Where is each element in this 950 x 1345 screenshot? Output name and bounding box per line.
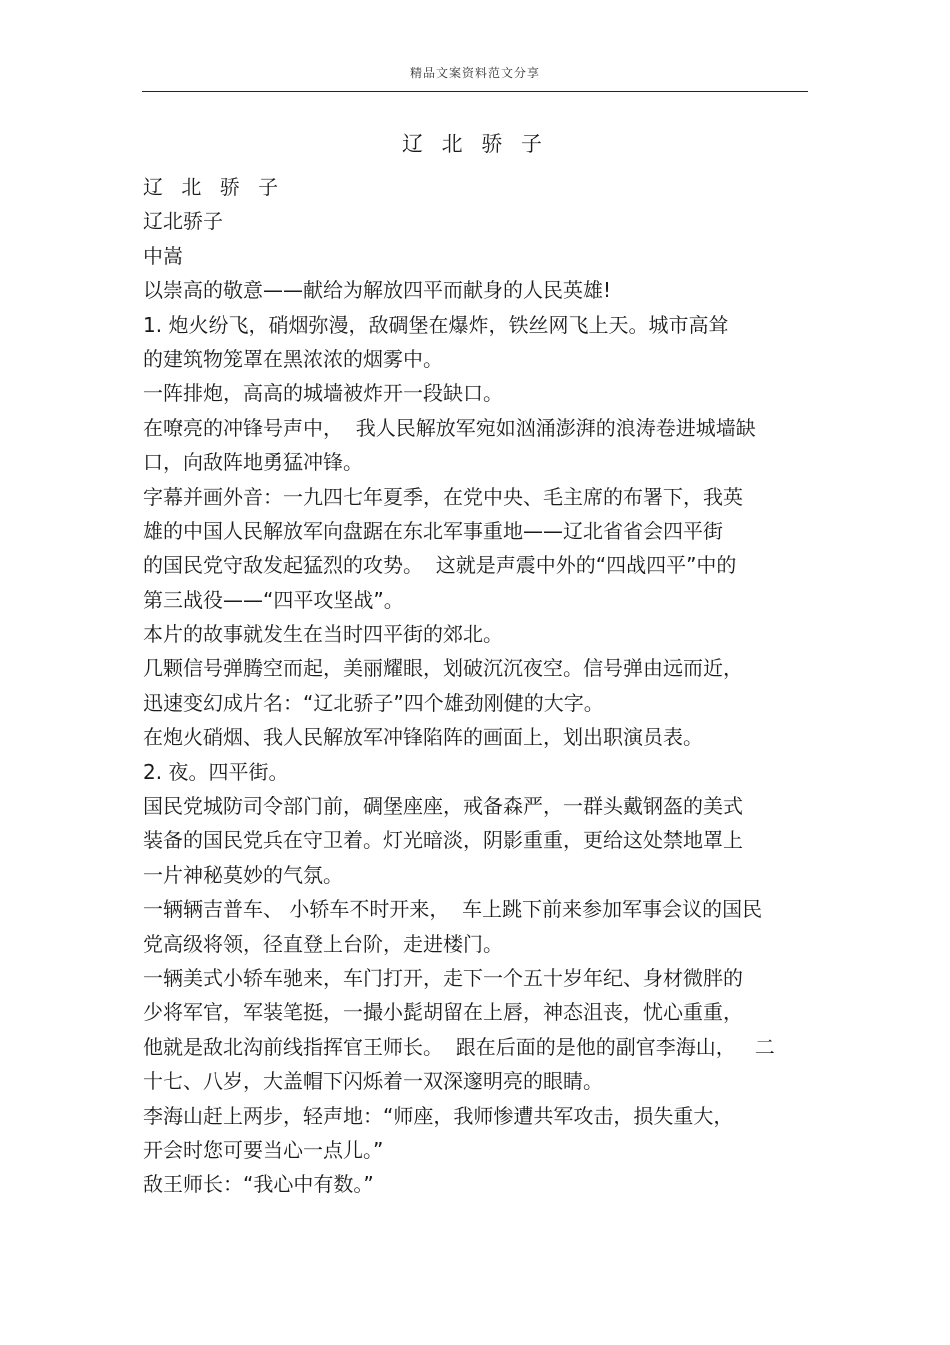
document-title: 辽 北 骄 子 bbox=[401, 132, 549, 156]
text-line: 少将军官，军装笔挺，一撮小髭胡留在上唇，神态沮丧，忧心重重， bbox=[143, 1000, 743, 1025]
text-line: 的建筑物笼罩在黑浓浓的烟雾中。 bbox=[143, 346, 443, 371]
text-line: 中嵩 bbox=[143, 243, 183, 268]
text-line: 以崇高的敬意——献给为解放四平而献身的人民英雄! bbox=[143, 278, 612, 303]
text-line: 在炮火硝烟、我人民解放军冲锋陷阵的画面上，划出职演员表。 bbox=[143, 725, 703, 750]
page-header: 精品文案资料范文分享 bbox=[409, 66, 540, 80]
text-line: 雄的中国人民解放军向盘踞在东北军事重地——辽北省省会四平街 bbox=[143, 518, 723, 543]
header-rule bbox=[142, 91, 808, 92]
text-line: 国民党城防司令部门前，碉堡座座，戒备森严，一群头戴钢盔的美式 bbox=[143, 794, 743, 819]
text-line: 装备的国民党兵在守卫着。灯光暗淡，阴影重重，更给这处禁地罩上 bbox=[143, 828, 743, 853]
text-line: 1. 炮火纷飞，硝烟弥漫，敌碉堡在爆炸，铁丝网飞上天。城市高耸 bbox=[143, 312, 729, 337]
text-line: 本片的故事就发生在当时四平街的郊北。 bbox=[143, 622, 503, 647]
text-line: 李海山赶上两步，轻声地：“师座，我师惨遭共军攻击，损失重大， bbox=[143, 1103, 734, 1128]
text-line: 敌王师长：“我心中有数。” bbox=[143, 1172, 374, 1197]
text-line: 第三战役——“四平攻坚战”。 bbox=[143, 587, 404, 612]
text-line: 十七、八岁，大盖帽下闪烁着一双深邃明亮的眼睛。 bbox=[143, 1069, 603, 1094]
text-line: 党高级将领，径直登上台阶，走进楼门。 bbox=[143, 931, 503, 956]
text-line: 2. 夜。四平街。 bbox=[143, 759, 289, 784]
text-line: 几颗信号弹腾空而起，美丽耀眼，划破沉沉夜空。信号弹由远而近， bbox=[143, 656, 743, 681]
text-line: 辽北骄子 bbox=[143, 209, 223, 234]
text-line: 一辆辆吉普车、 小轿车不时开来， 车上跳下前来参加军事会议的国民 bbox=[143, 897, 763, 922]
text-line: 在嘹亮的冲锋号声中， 我人民解放军宛如汹涌澎湃的浪涛卷进城墙缺 bbox=[143, 415, 756, 440]
text-line: 一片神秘莫妙的气氛。 bbox=[143, 862, 343, 887]
text-line: 一阵排炮，高高的城墙被炸开一段缺口。 bbox=[143, 381, 503, 406]
text-line: 开会时您可要当心一点儿。” bbox=[143, 1137, 384, 1162]
text-line: 辽 北 骄 子 bbox=[143, 175, 285, 199]
text-line: 一辆美式小轿车驰来，车门打开，走下一个五十岁年纪、身材微胖的 bbox=[143, 965, 743, 990]
text-line: 的国民党守敌发起猛烈的攻势。 这就是声震中外的“四战四平”中的 bbox=[143, 553, 737, 578]
document-body bbox=[143, 170, 813, 1202]
text-line: 他就是敌北沟前线指挥官王师长。 跟在后面的是他的副官李海山， 二 bbox=[143, 1034, 775, 1059]
text-line: 迅速变幻成片名：“辽北骄子”四个雄劲刚健的大字。 bbox=[143, 690, 604, 715]
text-line: 字幕并画外音：一九四七年夏季，在党中央、毛主席的布署下，我英 bbox=[143, 484, 743, 509]
text-line: 口，向敌阵地勇猛冲锋。 bbox=[143, 450, 363, 475]
